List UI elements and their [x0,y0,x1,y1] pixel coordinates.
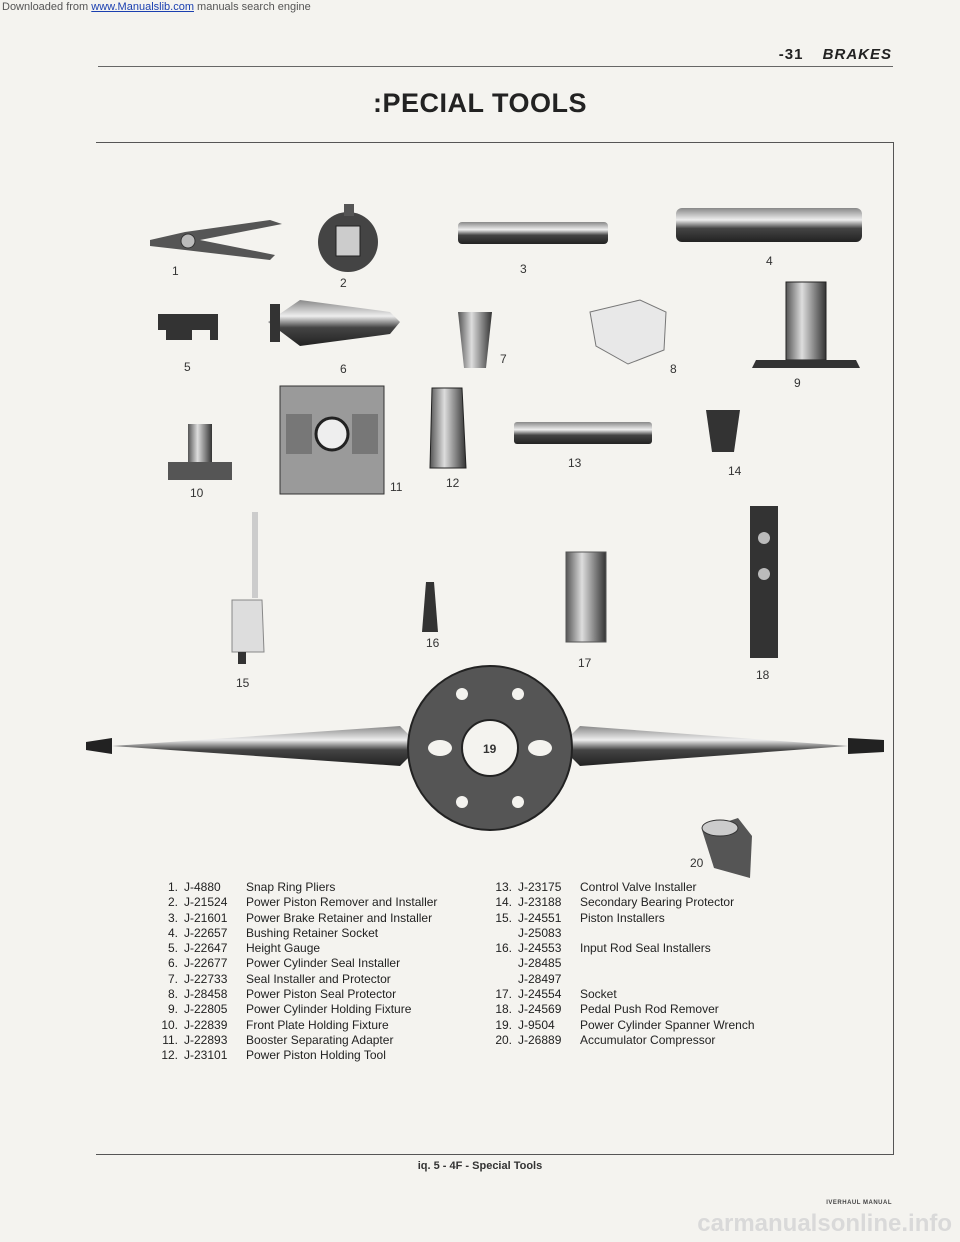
tool-15-piston-installers [232,512,264,664]
label-18: 18 [756,668,770,682]
tool-12-power-piston-holding-tool [430,388,466,468]
legend-item: 5. J-22647 Height Gauge [167,941,321,956]
legend-item: 13. J-23175 Control Valve Installer [495,880,697,894]
tool-18-push-rod-remover [750,506,778,658]
legend-item: 17. J-24554 Socket [495,987,617,1002]
tool-11-booster-adapter [280,386,384,494]
manualslib-link[interactable]: www.Manualslib.com [91,1,194,13]
tool-17-socket [566,552,606,642]
legend-item: 4. J-22657 Bushing Retainer Socket [167,925,379,940]
legend-left [150,880,437,1064]
legend-item: 16. J-24553 Input Rod Seal Installers [495,941,711,956]
tool-3-retainer-installer [458,222,608,244]
label-17: 17 [578,656,592,670]
label-16: 16 [426,636,440,650]
legend-item: 9. J-22805 Power Cylinder Holding Fixture [167,1002,412,1017]
label-19: 19 [483,742,497,756]
page-number: -31 [778,46,804,63]
label-3: 3 [520,262,527,276]
legend-item: 6. J-22677 Power Cylinder Seal Installer [167,956,401,971]
page-title: :PECIAL TOOLS [372,88,588,118]
tool-13-control-valve-installer [514,422,652,444]
tool-10-front-plate-fixture [168,424,232,480]
legend-item: J-28485 [518,956,562,971]
legend-item: 7. J-22733 Seal Installer and Protector [167,971,391,986]
legend-item: J-28497 [518,971,562,986]
banner-suffix: manuals search engine [193,1,311,13]
label-14: 14 [728,464,742,478]
label-6: 6 [340,362,347,376]
legend-item: 1. J-4880 Snap Ring Pliers [167,880,336,894]
label-1: 1 [172,264,179,278]
legend-item: 10. J-22839 Front Plate Holding Fixture [161,1017,389,1032]
label-9: 9 [794,376,801,390]
legend-item: 8. J-28458 Power Piston Seal Protector [167,987,397,1002]
label-12: 12 [446,476,460,490]
label-13: 13 [568,456,582,470]
tool-1-snap-ring-pliers [150,220,282,260]
legend-item: J-25083 [518,925,562,940]
manual-footer: IVERHAUL MANUAL [826,1200,892,1206]
legend-item: 3. J-21601 Power Brake Retainer and Installer [167,910,433,925]
label-10: 10 [190,486,204,500]
tool-6-seal-installer [268,300,400,346]
label-20: 20 [690,856,704,870]
legend-right [484,880,755,1048]
tool-20-accumulator-compressor [702,818,752,878]
section-name: BRAKES [822,46,892,63]
tool-14-bearing-protector [706,410,740,452]
banner-prefix: Downloaded from [2,1,92,13]
label-2: 2 [340,276,347,290]
tool-8-piston-seal-protector [590,300,666,364]
watermark: carmanualsonline.info [697,1210,952,1237]
legend-item: 2. J-21524 Power Piston Remover and Installer [167,895,438,910]
label-15: 15 [236,676,250,690]
tool-5-height-gauge [158,314,218,340]
label-7: 7 [500,352,507,366]
legend-item: 12. J-23101 Power Piston Holding Tool [161,1048,386,1063]
label-4: 4 [766,254,773,268]
label-11: 11 [390,480,403,494]
legend-item: 20. J-26889 Accumulator Compressor [495,1032,716,1047]
legend-item: 15. J-24551 Piston Installers [495,910,665,925]
tool-16-input-rod-seal-installers [422,582,438,632]
tool-7-seal-installer-protector [458,312,492,368]
figure-caption: iq. 5 - 4F - Special Tools [417,1160,543,1172]
label-8: 8 [670,362,677,376]
legend-item: 14. J-23188 Secondary Bearing Protector [495,895,735,910]
legend-item: 19. J-9504 Power Cylinder Spanner Wrench [495,1017,755,1032]
legend-item: 18. J-24569 Pedal Push Rod Remover [495,1002,719,1017]
tool-2-power-piston-remover [318,204,378,272]
tool-4-bushing-retainer-socket [676,208,862,242]
tool-9-holding-fixture [752,282,860,368]
legend-item: 11. J-22893 Booster Separating Adapter [162,1032,394,1047]
label-5: 5 [184,360,191,374]
